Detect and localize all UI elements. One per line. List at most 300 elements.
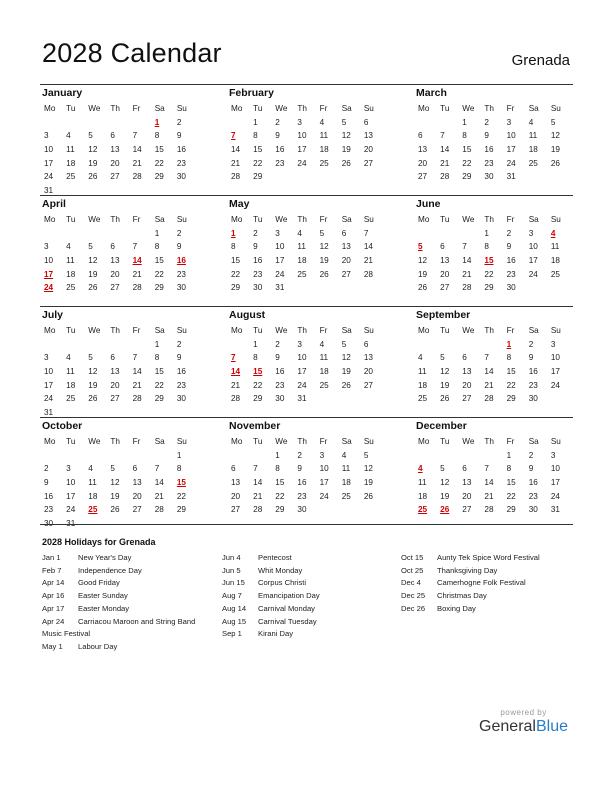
- weekday-label: Sa: [154, 326, 165, 335]
- day-cell: 11: [418, 478, 427, 488]
- day-cell: [106, 227, 128, 241]
- weekday-label: We: [88, 437, 101, 446]
- day-cell: 9: [506, 242, 512, 252]
- day-cell: 21: [231, 380, 241, 390]
- day-cell: 5: [440, 464, 445, 474]
- day-cell: 10: [275, 242, 285, 252]
- day-cell: 21: [462, 269, 472, 279]
- day-cell: 9: [275, 353, 280, 363]
- holiday-date: 7: [231, 131, 236, 141]
- day-cell: 27: [418, 172, 428, 182]
- day-cell: [414, 338, 436, 352]
- day-cell: 24: [44, 394, 54, 404]
- month-april: [40, 196, 195, 295]
- weekday-label: We: [275, 326, 288, 335]
- day-cell: [40, 227, 62, 241]
- day-cell: [414, 116, 436, 130]
- day-cell: [525, 281, 547, 295]
- day-cell: 2: [275, 117, 280, 127]
- day-cell: [62, 449, 84, 463]
- day-cell: [480, 449, 502, 463]
- weekday-label: Mo: [418, 437, 430, 446]
- day-cell: [129, 449, 151, 463]
- week-row: [227, 170, 382, 184]
- holiday-entry: [222, 590, 320, 603]
- holiday-entry: [401, 552, 540, 565]
- day-cell: 5: [88, 242, 93, 252]
- day-cell: 21: [484, 380, 494, 390]
- day-cell: 17: [506, 145, 516, 155]
- day-cell: 1: [275, 450, 280, 460]
- week-row: [40, 129, 195, 143]
- day-cell: 13: [110, 145, 120, 155]
- day-cell: [151, 449, 173, 463]
- week-row: [414, 338, 569, 352]
- day-cell: 21: [132, 158, 142, 168]
- weekday-label: Sa: [528, 104, 539, 113]
- day-cell: 12: [88, 367, 98, 377]
- week-row: [40, 449, 195, 463]
- week-row: [227, 116, 382, 130]
- weekday-label: Su: [176, 215, 187, 224]
- day-cell: 23: [176, 269, 186, 279]
- day-cell: 12: [341, 353, 351, 363]
- day-cell: 28: [231, 172, 241, 182]
- day-cell: 28: [484, 505, 494, 515]
- day-cell: 18: [88, 491, 98, 501]
- day-cell: 27: [110, 394, 120, 404]
- weekday-label: Tu: [66, 104, 76, 113]
- day-cell: 31: [275, 283, 285, 293]
- month-january: [40, 85, 195, 198]
- brand-name: [479, 718, 568, 736]
- weekday-label: Sa: [528, 215, 539, 224]
- day-cell: 18: [528, 145, 538, 155]
- day-cell: 12: [550, 131, 560, 141]
- day-cell: 18: [319, 145, 329, 155]
- day-cell: [84, 116, 106, 130]
- week-row: [414, 281, 569, 295]
- day-cell: [414, 227, 436, 241]
- day-cell: 21: [231, 158, 241, 168]
- day-cell: 7: [484, 464, 489, 474]
- day-cell: 5: [341, 339, 347, 349]
- weekday-label: Th: [484, 104, 494, 113]
- day-cell: 19: [319, 256, 329, 266]
- day-cell: [227, 338, 249, 352]
- day-cell: [458, 227, 480, 241]
- weekday-label: Sa: [528, 326, 539, 335]
- day-cell: 21: [154, 491, 164, 501]
- day-cell: [227, 116, 249, 130]
- day-cell: 24: [297, 380, 307, 390]
- day-cell: 3: [319, 450, 325, 460]
- week-row: [414, 449, 569, 463]
- week-row: [227, 240, 382, 254]
- day-cell: 3: [506, 117, 512, 127]
- day-cell: [436, 449, 458, 463]
- brand-name-part1: General: [479, 718, 536, 735]
- weekday-label: Th: [110, 326, 120, 335]
- day-cell: 20: [462, 380, 472, 390]
- holiday-entry: [222, 577, 320, 590]
- month-name: November: [229, 420, 281, 432]
- day-cell: 11: [319, 353, 329, 363]
- week-row: [414, 365, 569, 379]
- day-cell: 24: [66, 505, 76, 515]
- day-cell: 10: [506, 131, 516, 141]
- day-cell: 4: [66, 242, 71, 252]
- holiday-entry-date: Apr 16: [42, 591, 65, 601]
- weekday-label: Th: [484, 215, 494, 224]
- week-row: [40, 351, 195, 365]
- day-cell: 11: [66, 145, 75, 155]
- day-cell: 22: [253, 158, 263, 168]
- holiday-entry-date: Jun 5: [222, 565, 241, 575]
- weekday-label: We: [88, 215, 101, 224]
- day-cell: 19: [440, 491, 450, 501]
- day-cell: 16: [275, 145, 285, 155]
- day-cell: 28: [462, 283, 472, 293]
- holiday-entry-date: Jun 15: [222, 578, 245, 588]
- day-cell: 16: [528, 367, 538, 377]
- day-cell: 17: [66, 491, 76, 501]
- day-cell: 18: [418, 380, 428, 390]
- day-cell: [62, 116, 84, 130]
- day-cell: 20: [110, 380, 120, 390]
- week-row: [227, 157, 382, 171]
- day-cell: 6: [363, 339, 369, 349]
- day-cell: 29: [231, 283, 241, 293]
- day-cell: [525, 170, 547, 184]
- day-cell: 14: [253, 478, 263, 488]
- day-cell: 22: [506, 491, 516, 501]
- weekday-label: Tu: [253, 326, 263, 335]
- day-cell: [338, 281, 360, 295]
- day-cell: [360, 503, 382, 517]
- day-cell: 5: [110, 464, 115, 474]
- weekday-label: Tu: [440, 215, 450, 224]
- day-cell: 15: [154, 256, 164, 266]
- month-november: [227, 418, 382, 517]
- day-cell: 21: [253, 491, 263, 501]
- holiday-column: [42, 552, 212, 654]
- day-cell: 10: [528, 242, 538, 252]
- day-cell: [480, 338, 502, 352]
- week-row: [40, 379, 195, 393]
- day-cell: 19: [88, 380, 98, 390]
- day-cell: 15: [462, 145, 472, 155]
- day-cell: 7: [154, 464, 160, 474]
- week-row: [40, 240, 195, 254]
- weekday-label: Th: [297, 104, 307, 113]
- weekday-label: Tu: [66, 215, 76, 224]
- day-cell: 17: [297, 367, 307, 377]
- day-cell: 1: [506, 450, 512, 460]
- weekday-label: Th: [297, 326, 307, 335]
- weekday-label: Fr: [319, 215, 328, 224]
- day-cell: 2: [297, 450, 302, 460]
- holiday-date: 15: [176, 478, 186, 488]
- day-cell: 18: [66, 380, 76, 390]
- quarter-row: [40, 306, 573, 417]
- day-cell: 10: [44, 367, 54, 377]
- weekday-header: [40, 324, 195, 338]
- day-cell: 10: [297, 353, 307, 363]
- day-cell: 10: [297, 131, 307, 141]
- day-cell: 22: [484, 269, 494, 279]
- week-row: [414, 170, 569, 184]
- day-cell: [84, 449, 106, 463]
- day-cell: 26: [418, 283, 428, 293]
- month-october: [40, 418, 195, 531]
- holiday-entry-date: Apr 14: [42, 578, 65, 588]
- day-cell: [106, 338, 128, 352]
- holiday-entry-date: Oct 25: [401, 565, 424, 575]
- week-row: [227, 503, 382, 517]
- day-cell: 9: [275, 131, 280, 141]
- weekday-label: Su: [363, 215, 374, 224]
- day-cell: 17: [528, 256, 538, 266]
- day-cell: [338, 392, 360, 406]
- day-cell: 7: [462, 242, 467, 252]
- weekday-label: Mo: [44, 326, 56, 335]
- holiday-entry-name: Carnival Tuesday: [258, 616, 317, 626]
- day-cell: 6: [462, 353, 467, 363]
- weekday-label: Fr: [319, 326, 328, 335]
- day-cell: 22: [253, 380, 263, 390]
- holiday-entry-date: Aug 14: [222, 603, 247, 613]
- weekday-label: Fr: [506, 437, 515, 446]
- holiday-entry-date: Apr 24: [42, 616, 65, 626]
- day-cell: 26: [440, 394, 450, 404]
- week-row: [40, 157, 195, 171]
- day-cell: 8: [154, 353, 160, 363]
- quarter-row: [40, 417, 573, 528]
- day-cell: 30: [176, 172, 186, 182]
- weekday-label: Fr: [132, 437, 141, 446]
- day-cell: 24: [550, 491, 560, 501]
- day-cell: [414, 449, 436, 463]
- day-cell: 4: [418, 353, 423, 363]
- day-cell: 21: [132, 269, 142, 279]
- month-name: February: [229, 87, 274, 99]
- day-cell: 30: [484, 172, 494, 182]
- day-cell: 4: [319, 117, 325, 127]
- week-row: [40, 365, 195, 379]
- week-row: [40, 116, 195, 130]
- brand-name-part2: Blue: [535, 718, 568, 735]
- week-row: [40, 462, 195, 476]
- week-row: [40, 476, 195, 490]
- holiday-entry: [42, 552, 212, 565]
- day-cell: 18: [297, 256, 307, 266]
- day-cell: 3: [44, 131, 49, 141]
- day-cell: 25: [319, 158, 329, 168]
- holiday-entry-name: Emancipation Day: [258, 591, 320, 601]
- day-cell: 13: [462, 478, 472, 488]
- holiday-entry: [222, 552, 320, 565]
- weekday-label: Th: [484, 326, 494, 335]
- day-cell: [129, 227, 151, 241]
- day-cell: 6: [341, 228, 347, 238]
- day-cell: 8: [154, 242, 160, 252]
- weekday-label: Tu: [66, 326, 76, 335]
- week-row: [40, 281, 195, 295]
- day-cell: [458, 338, 480, 352]
- day-cell: 3: [44, 242, 49, 252]
- week-row: [227, 143, 382, 157]
- day-cell: 7: [132, 242, 138, 252]
- month-name: September: [416, 309, 471, 321]
- holiday-entry-name: Camerhogne Folk Festival: [437, 578, 526, 588]
- day-cell: 12: [440, 478, 450, 488]
- day-cell: 26: [341, 158, 351, 168]
- day-cell: 8: [253, 353, 258, 363]
- day-cell: 24: [297, 158, 307, 168]
- month-august: [227, 307, 382, 406]
- week-row: [227, 351, 382, 365]
- day-cell: 23: [176, 158, 186, 168]
- day-cell: 6: [418, 131, 423, 141]
- day-cell: 25: [341, 491, 351, 501]
- week-row: [227, 365, 382, 379]
- month-name: July: [42, 309, 64, 321]
- week-row: [227, 129, 382, 143]
- day-cell: 18: [319, 367, 329, 377]
- day-cell: 2: [253, 228, 258, 238]
- day-cell: 29: [253, 172, 263, 182]
- month-july: [40, 307, 195, 420]
- day-cell: 28: [154, 505, 164, 515]
- holiday-entry-name: Corpus Christi: [258, 578, 307, 588]
- day-cell: 31: [66, 519, 76, 529]
- weekday-label: We: [275, 215, 288, 224]
- day-cell: 9: [176, 353, 182, 363]
- day-cell: 7: [484, 353, 489, 363]
- day-cell: 10: [44, 145, 54, 155]
- day-cell: 27: [363, 158, 373, 168]
- weekday-label: We: [275, 437, 288, 446]
- weekday-label: Tu: [253, 215, 263, 224]
- day-cell: 26: [88, 283, 98, 293]
- day-cell: 9: [44, 478, 49, 488]
- week-row: [40, 170, 195, 184]
- weekday-label: Fr: [132, 104, 141, 113]
- month-name: March: [416, 87, 447, 99]
- holiday-entry: [401, 565, 540, 578]
- day-cell: 13: [440, 256, 450, 266]
- day-cell: [436, 338, 458, 352]
- day-cell: 28: [132, 394, 142, 404]
- day-cell: 25: [66, 172, 76, 182]
- weekday-label: Fr: [319, 104, 328, 113]
- day-cell: [547, 170, 569, 184]
- week-row: [40, 392, 195, 406]
- day-cell: [547, 392, 569, 406]
- day-cell: 6: [110, 353, 115, 363]
- holiday-entry-date: Aug 15: [222, 616, 247, 626]
- day-cell: [293, 170, 315, 184]
- day-cell: 15: [275, 478, 285, 488]
- weekday-label: Tu: [253, 104, 263, 113]
- day-cell: 29: [506, 394, 516, 404]
- day-cell: 12: [440, 367, 450, 377]
- day-cell: 1: [253, 339, 258, 349]
- day-cell: 6: [462, 464, 467, 474]
- day-cell: 31: [44, 408, 54, 418]
- day-cell: 15: [506, 367, 516, 377]
- day-cell: 22: [154, 380, 164, 390]
- day-cell: 27: [363, 380, 373, 390]
- day-cell: 4: [319, 339, 325, 349]
- country-name: Grenada: [511, 52, 570, 69]
- day-cell: 8: [506, 464, 512, 474]
- day-cell: 18: [550, 256, 560, 266]
- holiday-date: 7: [231, 353, 236, 363]
- weekday-label: Sa: [154, 437, 165, 446]
- weekday-label: Tu: [66, 437, 76, 446]
- day-cell: [40, 449, 62, 463]
- week-row: [227, 227, 382, 241]
- holiday-date: 25: [88, 505, 98, 515]
- day-cell: 28: [132, 172, 142, 182]
- day-cell: 14: [231, 145, 241, 155]
- day-cell: 4: [341, 450, 347, 460]
- day-cell: 23: [484, 158, 494, 168]
- week-row: [227, 476, 382, 490]
- holiday-entry-name: Labour Day: [78, 641, 118, 651]
- brand-logo: [479, 708, 568, 736]
- day-cell: [547, 281, 569, 295]
- day-cell: [458, 449, 480, 463]
- weekday-label: Th: [110, 437, 120, 446]
- day-cell: 30: [253, 283, 263, 293]
- day-cell: 20: [132, 491, 142, 501]
- day-cell: 27: [110, 172, 120, 182]
- day-cell: 20: [462, 491, 472, 501]
- day-cell: 16: [528, 478, 538, 488]
- day-cell: 1: [462, 117, 467, 127]
- day-cell: 8: [154, 131, 160, 141]
- holiday-date: 24: [44, 283, 54, 293]
- holiday-date: 14: [231, 367, 241, 377]
- month-december: [414, 418, 569, 517]
- week-row: [227, 379, 382, 393]
- day-cell: 2: [176, 339, 182, 349]
- day-cell: 14: [154, 478, 164, 488]
- holiday-entry-date: Feb 7: [42, 565, 62, 575]
- week-row: [227, 462, 382, 476]
- quarter-row: [40, 195, 573, 306]
- week-row: [40, 254, 195, 268]
- week-row: [227, 254, 382, 268]
- weekday-label: Fr: [506, 104, 515, 113]
- weekday-label: Mo: [418, 215, 430, 224]
- day-cell: 28: [363, 269, 373, 279]
- day-cell: 14: [462, 256, 472, 266]
- day-cell: 30: [506, 283, 516, 293]
- day-cell: [360, 392, 382, 406]
- day-cell: 11: [66, 367, 75, 377]
- day-cell: 26: [341, 380, 351, 390]
- holiday-date: 4: [550, 228, 556, 238]
- holiday-date: 16: [176, 256, 186, 266]
- day-cell: 25: [319, 380, 329, 390]
- day-cell: 23: [275, 380, 285, 390]
- day-cell: 7: [253, 464, 258, 474]
- day-cell: 17: [319, 478, 329, 488]
